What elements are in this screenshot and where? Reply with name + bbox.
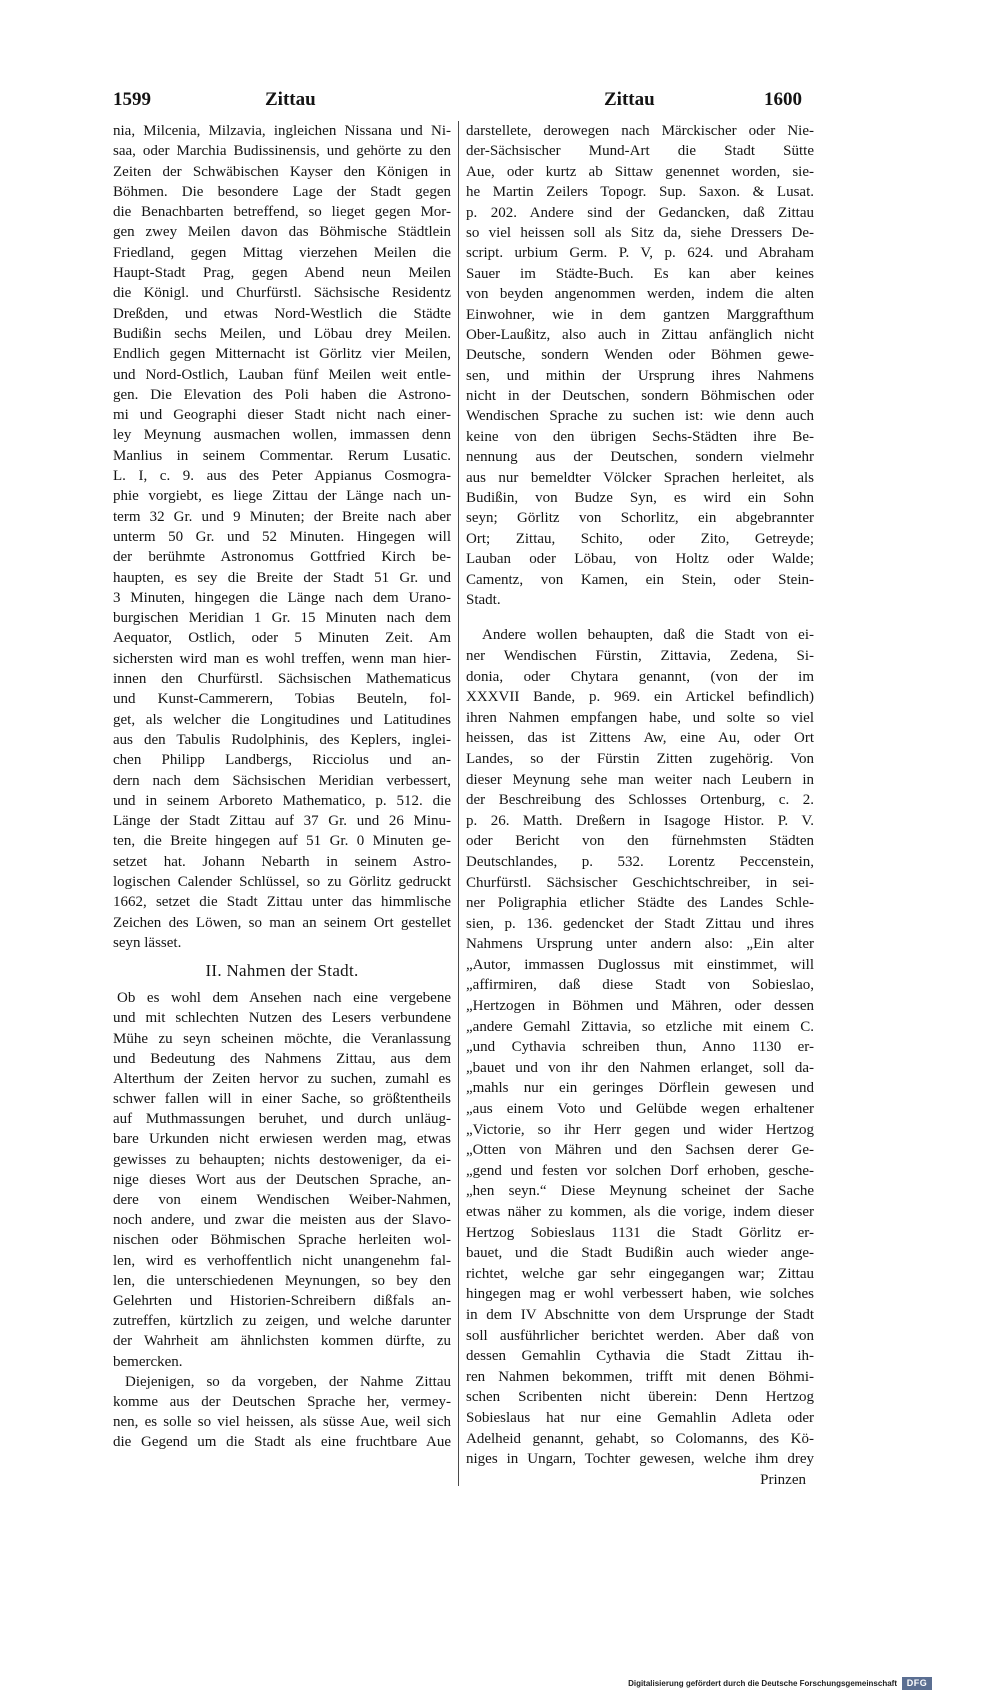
right-text-line: in dem IV Abschnitte von dem Ursprunge der Stadt (466, 1306, 814, 1323)
left-text-line: logischen Calender Schlüssel, so zu Görlitz gedruckt (113, 873, 451, 890)
right-text-line: Hertzog Sobieslaus 1131 die Stadt Görlitz er- (466, 1224, 814, 1241)
left-text-line: Budißin sechs Meilen, und Löbau drey Meilen. (113, 325, 451, 342)
page-number-left: 1599 (113, 89, 151, 110)
right-text-line: dieser Meynung sehe man weiter nach Leubern in (466, 771, 814, 788)
right-text-line: Landes, so der Fürstin Zitten zugehörig. Von (466, 750, 814, 767)
left-text-line: Diejenigen, so da vorgeben, der Nahme Zittau (125, 1373, 451, 1390)
right-text-line: Churfürstl. Sächsischer Geschichtschreiber, in sei- (466, 874, 814, 891)
catchword: Prinzen (760, 1471, 806, 1488)
left-text-line: die Königl. und Churfürstl. Sächsische Residentz (113, 285, 451, 302)
left-text-line: Mühe zu seyn scheinen möchte, die Veranlassung (113, 1030, 451, 1047)
right-text-line: „aus einem Voto und Gelübde wegen erhaltener (466, 1101, 814, 1118)
paragraph-gap (466, 610, 814, 625)
left-text-line: mi und Geographi dieser Stadt nicht nach einer- (113, 407, 451, 424)
left-text-line: die Gegend um die Stadt als eine fruchtbare Aue (113, 1434, 451, 1451)
left-text-line: Haupt-Stadt Prag, gegen Abend neun Meilen (113, 265, 451, 282)
right-text-line: „Otten von Mähren und den Sachsen derer Ge- (466, 1142, 814, 1159)
left-text-line: ley Meynung ausmachen wollen, immassen denn (113, 427, 451, 444)
dfg-logo-icon: DFG (902, 1677, 932, 1690)
running-title-right: Zittau (604, 89, 655, 110)
right-text-line: Andere wollen behaupten, daß die Stadt von ei- (482, 627, 814, 644)
left-text-line: Friedland, gegen Mittag vierzehen Meilen die (113, 244, 451, 261)
right-text-line: sien, p. 136. gedencket der Stadt Zittau und ihres (466, 915, 814, 932)
left-text-line: dere von einem Wendischen Weiber-Nahmen, (113, 1192, 451, 1209)
left-text-line: bemercken. (113, 1353, 183, 1370)
column-divider (458, 121, 459, 1486)
right-text-line: he Martin Zeilers Topogr. Sup. Saxon. & Lusat. (466, 184, 814, 201)
right-text-line: etwas näher zu kommen, als die vorige, indem dieser (466, 1204, 814, 1220)
right-text-line: Budißin, von Budze Syn, es wird ein Sohn (466, 490, 814, 507)
left-column (113, 121, 451, 1452)
running-title-left: Zittau (265, 89, 316, 110)
right-text-line: hingegen mag er wohl verbessert haben, wie solches (466, 1286, 814, 1303)
left-text-line: nischen oder Böhmischen Sprache herleiten wol- (113, 1232, 451, 1249)
left-text-line: Zeiten der Schwäbischen Kayser den Königen in (113, 163, 451, 180)
left-text-line: und Kunst-Cammerern, Tobias Beuteln, fol- (113, 691, 451, 708)
right-text-line: der-Sächsischer Mund-Art die Stadt Sütte (466, 143, 814, 160)
right-text-line: ihren Nahmen empfangen habe, und solte so viel (466, 709, 814, 726)
right-text-line: Nahmens Ursprung unter andern also: „Ein alter (466, 936, 814, 953)
left-text-line: der berühmte Astronomus Gottfried Kirch be- (113, 549, 451, 566)
right-text-line: „Autor, immassen Duglossus mit einstimmet, will (466, 956, 814, 973)
right-text-line: so viel heissen soll als Sitz da, siehe Dressers De- (466, 224, 814, 241)
right-text-line: „andere Gemahl Zittavia, so etzliche mit einem C. (466, 1018, 814, 1035)
right-text-line: Ort; Zittau, Schito, oder Zito, Getreyde; (466, 530, 814, 547)
right-text-line: „gend und festen vor solchen Dorf erhoben, gesche- (466, 1162, 814, 1179)
right-text-line: von beyden angenommen werden, indem die alten (466, 286, 814, 303)
left-text-line: Böhmen. Die besondere Lage der Stadt gegen (113, 183, 451, 200)
left-text-line: und Bedeutung des Nahmens Zittau, aus dem (113, 1050, 451, 1067)
left-text-line: dern nach dem Sächsischen Meridian verbessert, (113, 772, 451, 789)
left-text-line: burgischen Meridian 1 Gr. 15 Minuten nach dem (113, 610, 451, 627)
left-text-line: term 32 Gr. und 9 Minuten; der Breite nach aber (113, 508, 451, 525)
left-text-line: 3 Minuten, hingegen die Länge nach dem Urano- (113, 589, 451, 606)
left-text-line: phie vorgiebt, es liege Zittau der Länge nach un- (113, 488, 451, 505)
left-text-line: sichersten wird man es wohl treffen, wenn man hier- (113, 650, 451, 667)
left-text-line: bare Urkunden nicht erwiesen werden mag, etwas (113, 1131, 451, 1148)
right-text-line: „bauet und von ihr den Nahmen erlanget, soll da- (466, 1059, 814, 1076)
left-text-line: L. I, c. 9. aus des Peter Appianus Cosmogra- (113, 468, 451, 485)
right-text-line: Ober-Laußitz, also auch in Zittau anfänglich nicht (466, 326, 814, 343)
right-text-line: seyn; Görlitz von Schorlitz, ein abgebrannter (466, 510, 814, 527)
right-text-line: Deutschlandes, p. 532. Lorentz Peccenstein, (466, 853, 814, 870)
left-text-line: saa, oder Marchia Budissinensis, und gehörte zu den (113, 143, 451, 160)
right-text-line: bauet, und die Stadt Budißin auch wieder ange- (466, 1245, 814, 1262)
left-text-line: Ob es wohl dem Ansehen nach eine vergebene (117, 990, 451, 1007)
right-text-line: nicht in der Deutschen, sondern Böhmischen oder (466, 388, 814, 405)
footer-credit-text: Digitalisierung gefördert durch die Deutsche Forschungsgemeinschaft (628, 1678, 897, 1688)
left-text-line: haupten, es sey die Breite der Stadt 51 Gr. und (113, 569, 451, 586)
right-text-line: „hen seyn.“ Diese Meynung scheinet der Sache (466, 1183, 814, 1200)
left-text-line: innen den Churfürstl. Sächsischen Mathematicus (113, 671, 451, 688)
left-text-line: seyn lässet. (113, 934, 182, 951)
left-text-line: die Benachbarten betreffend, so lieget gegen Mor- (113, 204, 451, 221)
right-text-line: nennung aus der Deutschen, sondern vielmehr (466, 449, 814, 466)
right-text-line: ren Nahmen bekommen, trifft mit denen Böhmi- (466, 1368, 814, 1385)
left-text-line: gen zwey Meilen davon das Böhmische Städtlein (113, 224, 451, 241)
left-text-line: setzet hat. Johann Nebarth in seinem Astro- (113, 853, 451, 870)
left-text-line: 1662, setzet die Stadt Zittau unter das himmlische (113, 894, 451, 911)
right-text-line: aus nur bemeldter Völcker Sprachen herleitet, als (466, 469, 814, 486)
left-text-line: len, wird es verhoffentlich nicht unangenehm fal- (113, 1252, 451, 1269)
left-text-line: noch andere, und zwar die meisten aus der Slavo- (113, 1212, 451, 1229)
right-text-line: Sobieslaus hat nur eine Gemahlin Adleta oder (466, 1409, 814, 1426)
right-text-line: XXXVII Bande, p. 969. ein Artickel befindlich) (466, 689, 814, 706)
right-text-line: heissen, das ist Zittens Aw, eine Au, oder Ort (466, 730, 814, 747)
left-text-line: nen, es solle so viel heissen, als süsse Aue, weil sich (113, 1414, 451, 1431)
left-text-line: Dreßden, und etwas Nord-Westlich die Städte (113, 305, 451, 322)
right-text-line: oder Bericht von den fürnehmsten Städten (466, 833, 814, 850)
left-text-line: Gelehrten und Historien-Schreibern dißfals an- (113, 1292, 451, 1309)
right-text-line: ner Poligraphia etlicher Städte des Landes Schle- (466, 895, 814, 912)
digitization-footer (628, 1676, 932, 1690)
right-text-line: „affirmiren, daß diese Stadt von Sobieslao, (466, 977, 814, 994)
left-text-line: get, als welcher die Longitudines und Latitudines (113, 711, 451, 728)
left-text-line: zutreffen, kürtzlich zu zeigen, und welche darunter (113, 1313, 451, 1330)
right-text-line: „Hertzogen in Böhmen und Mähren, oder dessen (466, 998, 814, 1015)
right-text-line: sen, und mithin der Ursprung ihres Nahmens (466, 367, 814, 384)
right-text-line: „und Cythavia schreiben thun, Anno 1130 er- (466, 1039, 814, 1056)
left-text-line: und Nord-Ostlich, Lauban fünf Meilen weit entle- (113, 366, 451, 383)
left-text-line: und mit schlechten Nutzen des Lesers verbundene (113, 1010, 451, 1027)
right-text-line: script. urbium Germ. P. V, p. 624. und Abraham (466, 245, 814, 262)
right-text-line: Aue, oder kurtz ab Sittaw genennet worden, sie- (466, 163, 814, 180)
right-text-line: ner Wendischen Fürstin, Zittavia, Zedena, Si- (466, 647, 814, 664)
right-text-line: p. 202. Andere sind der Gedancken, daß Zittau (466, 204, 814, 221)
left-text-line: unterm 50 Gr. und 52 Minuten. Hingegen will (113, 528, 451, 545)
right-text-line: Wendischen Sprache zu suchen ist: wie denn auch (466, 408, 814, 425)
left-text-line: gen. Die Elevation des Poli haben die Astrono- (113, 386, 451, 403)
left-text-line: len, die unterschiedenen Meynungen, so bey den (113, 1272, 451, 1289)
right-text-line: schen Scribenten nicht überein: Denn Hertzog (466, 1389, 814, 1406)
right-text-line: Camentz, von Kamen, ein Stein, oder Stein- (466, 571, 814, 588)
right-text-line: Stadt. (466, 591, 501, 608)
right-text-line: richtet, welche gar sehr eingegangen war; Zittau (466, 1265, 814, 1282)
right-text-line: „mahls nur ein geringes Dörflein gewesen und (466, 1080, 814, 1097)
left-text-line: Länge der Stadt Zittau auf 37 Gr. und 26 Minu- (113, 813, 451, 830)
right-text-line: soll ausführlicher berichtet werden. Aber daß von (466, 1327, 814, 1344)
left-text-line: Endlich gegen Mitternacht ist Görlitz vier Meilen, (113, 346, 451, 363)
right-text-line: Sauer im Städte-Buch. Es kan aber keines (466, 265, 814, 282)
right-text-line: Deutsche, sondern Wenden oder Böhmen gewe- (466, 347, 814, 364)
left-text-line: komme aus der Deutschen Sprache her, vermey- (113, 1393, 451, 1410)
left-text-line: nige dieses Wort aus der Deutschen Sprache, an- (113, 1171, 451, 1188)
left-text-line: der Wahrheit am ähnlichsten kommen dürfte, zu (113, 1333, 451, 1350)
right-text-line: niges in Ungarn, Tochter gewesen, welche ihm drey (466, 1451, 814, 1468)
left-text-line: Manlius in seinem Commentar. Rerum Lusatic. (113, 447, 451, 464)
left-text-line: ten, die Breite hingegen auf 51 Gr. 0 Minuten ge- (113, 833, 451, 850)
left-text-line: und in seinem Arboreto Mathematico, p. 512. die (113, 792, 451, 809)
right-text-line: „Victorie, so ihr Herr gegen und wider Hertzog (466, 1121, 814, 1138)
right-text-line: donia, oder Chytara genannt, (von der im (466, 668, 814, 685)
right-text-line: darstellete, derowegen nach Märckischer oder Nie- (466, 123, 814, 139)
right-text-line: der Beschreibung des Schlosses Ortenburg, c. 2. (466, 792, 814, 809)
left-text-line: schwer fallen will in einer Sache, so größtentheils (113, 1091, 451, 1108)
page-number-right: 1600 (764, 89, 802, 110)
right-text-line: Einwohner, wie in dem gantzen Marggrafthum (466, 306, 814, 323)
left-text-line: gewisses zu behaupten; nichts destoweniger, da ei- (113, 1151, 451, 1168)
left-text-line: chen Philipp Landbergs, Ricciolus und an- (113, 752, 451, 769)
right-text-line: Adelheid genannt, gehabt, so Colomanns, des Kö- (466, 1430, 814, 1447)
left-text-line: nia, Milcenia, Milzavia, ingleichen Nissana und Ni- (113, 123, 451, 139)
left-text-line: Zeichen des Löwen, so man an seinem Ort gestellet (113, 914, 451, 931)
left-text-line: Alterthum der Zeiten hervor zu suchen, zumahl es (113, 1070, 451, 1087)
left-text-line: Aequator, Ostlich, oder 5 Minuten Zeit. Am (113, 630, 451, 647)
left-text-line: auf Muthmassungen beruhet, und durch unläug- (113, 1111, 451, 1128)
right-text-line: keine von den übrigen Sechs-Städten ihre Be- (466, 428, 814, 445)
right-text-line: dessen Gemahlin Cythavia die Stadt Zittau ih- (466, 1348, 814, 1365)
right-column (466, 121, 814, 1490)
left-text-line: aus den Tabulis Rudolphinis, des Keplers, inglei- (113, 731, 451, 748)
section-heading: II. Nahmen der Stadt. (205, 961, 359, 981)
right-text-line: p. 26. Matth. Dreßern in Isagoge Histor. P. V. (466, 812, 814, 829)
right-text-line: Lauban oder Löbau, von Holtz oder Walde; (466, 551, 814, 568)
